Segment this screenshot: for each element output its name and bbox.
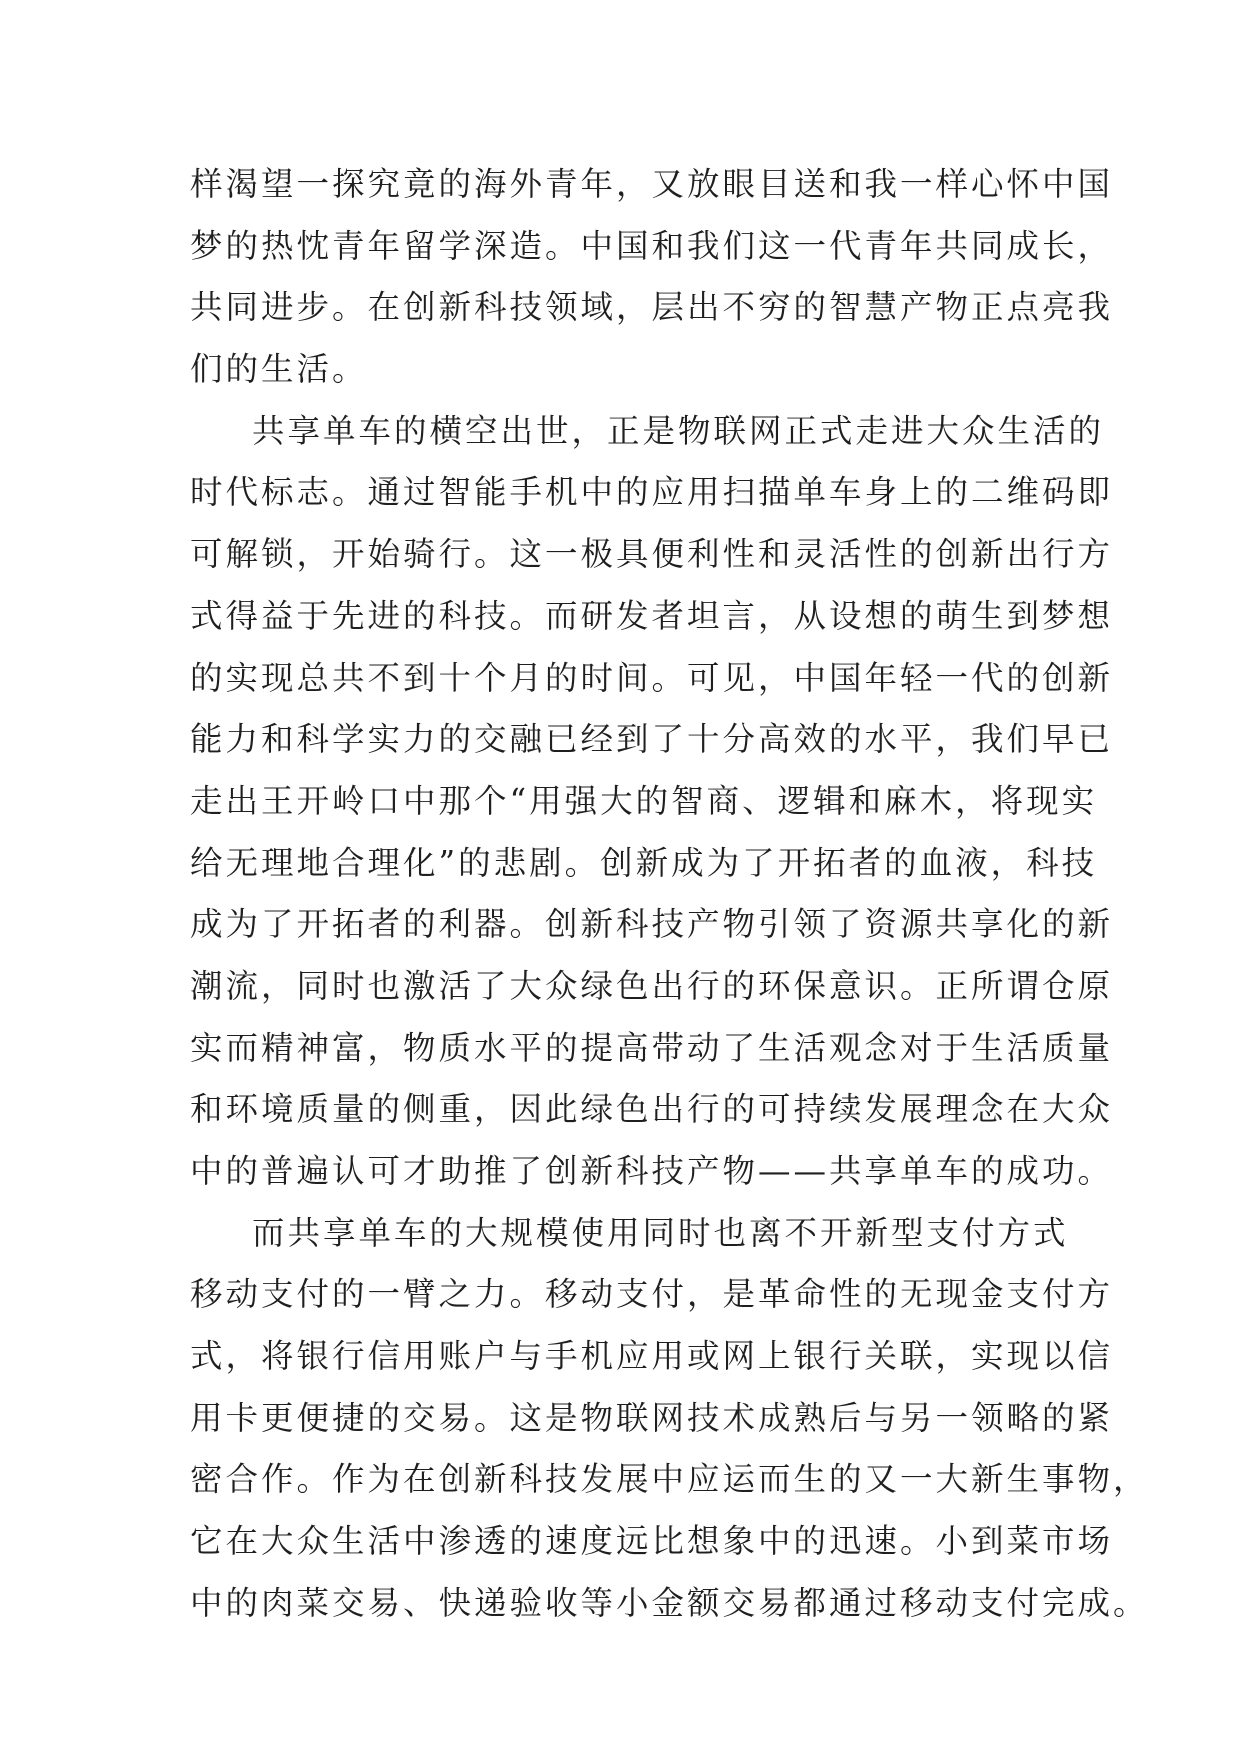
text-line: 密合作。作为在创新科技发展中应运而生的又一大新生事物，	[190, 1460, 1149, 1499]
text-line: 用卡更便捷的交易。这是物联网技术成熟后与另一领略的紧	[190, 1398, 1114, 1437]
body-text	[190, 154, 1149, 1635]
text-line: 中的普遍认可才助推了创新科技产物——共享单车的成功。	[190, 1152, 1114, 1190]
text-line: 可解锁，开始骑行。这一极具便利性和灵活性的创新出行方	[190, 535, 1114, 574]
text-line: 共同进步。在创新科技领域，层出不穷的智慧产物正点亮我	[190, 288, 1114, 327]
text-line: 实而精神富，物质水平的提高带动了生活观念对于生活质量	[190, 1028, 1114, 1067]
text-line: 能力和科学实力的交融已经到了十分高效的水平，我们早已	[190, 720, 1114, 759]
text-line: 共享单车的横空出世，正是物联网正式走进大众生活的	[252, 411, 1105, 450]
text-line: 式得益于先进的科技。而研发者坦言，从设想的萌生到梦想	[190, 596, 1114, 635]
text-line: 成为了开拓者的利器。创新科技产物引领了资源共享化的新	[190, 905, 1114, 944]
text-line: 式，将银行信用账户与手机应用或网上银行关联，实现以信	[190, 1337, 1114, 1376]
text-line: 梦的热忱青年留学深造。中国和我们这一代青年共同成长，	[190, 226, 1114, 265]
text-line: 潮流，同时也激活了大众绿色出行的环保意识。正所谓仓原	[190, 966, 1114, 1005]
text-line: 和环境质量的侧重，因此绿色出行的可持续发展理念在大众	[190, 1090, 1114, 1129]
text-line: 样渴望一探究竟的海外青年，又放眼目送和我一样心怀中国	[190, 165, 1114, 203]
text-line: 移动支付的一臂之力。移动支付，是革命性的无现金支付方	[190, 1275, 1114, 1314]
text-line: 时代标志。通过智能手机中的应用扫描单车身上的二维码即	[190, 473, 1114, 512]
text-line: 中的肉菜交易、快递验收等小金额交易都通过移动支付完成。	[190, 1583, 1149, 1622]
text-line: 走出王开岭口中那个“用强大的智商、逻辑和麻木，将现实	[190, 781, 1098, 820]
text-line: 们的生活。	[190, 350, 368, 389]
text-line: 而共享单车的大规模使用同时也离不开新型支付方式	[252, 1213, 1069, 1252]
text-line: 的实现总共不到十个月的时间。可见，中国年轻一代的创新	[190, 658, 1114, 697]
text-line: 给无理地合理化”的悲剧。创新成为了开拓者的血液，科技	[190, 843, 1098, 882]
text-line: 它在大众生活中渗透的速度远比想象中的迅速。小到菜市场	[190, 1522, 1114, 1561]
